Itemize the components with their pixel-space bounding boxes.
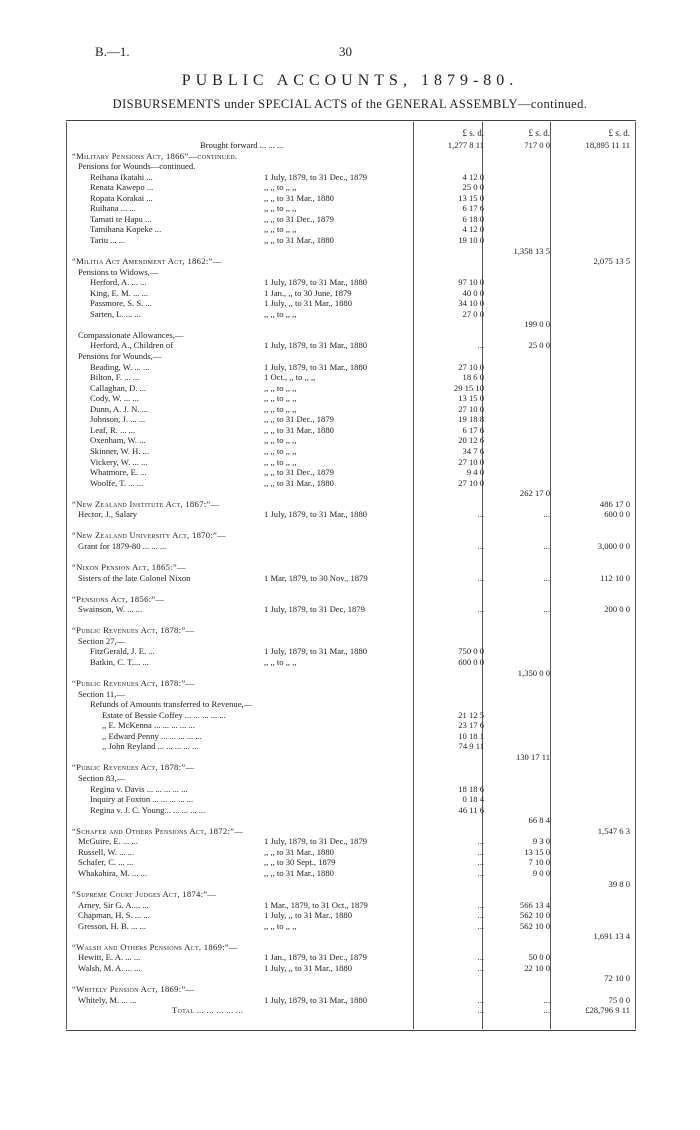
amount-a1: 21 12 5	[458, 709, 484, 720]
amount-a2: 25 0 0	[528, 340, 550, 351]
table-row	[72, 921, 634, 931]
amount-a3: £28,796 9 11	[585, 1005, 630, 1016]
row-label: Arney, Sir G. A.... ...	[78, 899, 149, 910]
row-label: Estate of Bessie Coffey ... ... ... ... ...	[102, 709, 226, 720]
row-period: 1 July, ,, to 31 Mar., 1880	[264, 962, 353, 973]
row-label: Regina v. J. C. Young... ... ... ... ...	[90, 804, 206, 815]
row-period: ,, ,, to ,, ,,	[264, 435, 297, 446]
row-period: 1 July, ,, to 31 Mar., 1880	[264, 910, 353, 921]
row-label: Tariu ... ...	[90, 234, 126, 245]
row-period: ,, ,, to ,, ,,	[264, 656, 297, 667]
row-period: 1 July, ,, to 31 Mar., 1880	[264, 298, 353, 309]
page-header-ref: B.—1.	[95, 44, 130, 59]
amount-a2: ...	[543, 540, 550, 551]
amount-a2: 9 0 0	[532, 867, 550, 878]
row-label: Dunn, A. J. N. ...	[90, 403, 149, 414]
table-row	[72, 478, 634, 488]
row-label: Hewitt, E. A. ... ...	[78, 952, 141, 963]
row-label: Beading, W. ... ...	[90, 361, 150, 372]
amount-a1: 13 15 0	[458, 192, 484, 203]
row-label: Section 27,—	[78, 635, 126, 646]
table-row	[72, 193, 634, 203]
table-row	[72, 879, 634, 889]
row-label: Sarten, L. ... ...	[90, 308, 141, 319]
row-label: ,, John Reyland ... ... ... ... ...	[102, 741, 199, 752]
table-row	[72, 952, 634, 962]
table-row	[72, 784, 634, 794]
row-label: Oxenham, W. ...	[90, 435, 146, 446]
amount-a3: 3,000 0 0	[597, 540, 630, 551]
amount-a1: 4 12 0	[462, 171, 484, 182]
table-row	[72, 805, 634, 815]
table-row	[72, 773, 634, 783]
amount-a1: 6 17 6	[462, 203, 484, 214]
row-label: Leaf, R. ... ...	[90, 424, 136, 435]
amount-a1: 27 0 0	[462, 308, 484, 319]
row-period: ,, ,, to ,, ,,	[264, 456, 297, 467]
row-period: ,, ,, to ,, ,,	[264, 393, 297, 404]
row-period: ,, ,, to ,, ,,	[264, 382, 297, 393]
table-row	[72, 752, 634, 762]
row-period: 1 July, 1879, to 31 Mar., 1880	[264, 994, 368, 1005]
amount-a3: 2,075 13 5	[593, 256, 630, 267]
amount-a2: 130 17 11	[515, 751, 550, 762]
amount-a3: 486 17 0	[599, 498, 630, 509]
row-label: “Pensions Act, 1856:”—	[72, 593, 165, 604]
row-period: ,, ,, to ,, ,,	[264, 403, 297, 414]
table-row	[72, 214, 634, 224]
amount-a1: 20 12 6	[458, 435, 484, 446]
row-period: 1 July, 1879, to 31 Dec., 1879	[264, 836, 368, 847]
table-row	[72, 889, 634, 899]
row-period: 1 July, 1879, to 31 Mar., 1880	[264, 277, 368, 288]
row-period: ,, ,, to 31 Dec., 1879	[264, 467, 334, 478]
row-label: Hector, J., Salary	[78, 509, 138, 520]
table-row	[72, 530, 634, 540]
amount-a3: 1,691 13 4	[593, 931, 630, 942]
amount-a1: 10 18 1	[458, 730, 484, 741]
table-row	[72, 256, 634, 266]
amount-a2: 562 10 0	[519, 920, 550, 931]
amount-a2: ...	[543, 1005, 550, 1016]
amount-a1: 27 10 0	[458, 477, 484, 488]
row-label: “Nixon Pension Act, 1865:”—	[72, 562, 186, 572]
row-label: Woolfe, T. ... ...	[90, 477, 144, 488]
row-label: “Walsh and Others Pensions Act, 1869:”—	[72, 941, 238, 952]
row-period: ,, ,, to 31 Mar., 1880	[264, 192, 334, 203]
table-row	[72, 351, 634, 361]
amount-a1: 27 10 0	[458, 403, 484, 414]
amount-a1: 1,277 8 11	[447, 140, 484, 150]
amount-a2: ...	[543, 509, 550, 520]
amount-a1: 18 18 6	[458, 783, 484, 794]
amount-a1: 34 7 6	[462, 445, 484, 456]
table-row	[72, 509, 634, 519]
amount-a2: ...	[543, 604, 550, 615]
amount-a1: ...	[477, 1005, 484, 1016]
row-period: 1 Jan., ,, to 30 June, 1879	[264, 287, 352, 298]
row-period: ,, ,, to ,, ,,	[264, 920, 297, 931]
table-row	[72, 710, 634, 720]
row-period: ,, ,, to ,, ,,	[264, 182, 297, 193]
table-row	[72, 562, 634, 572]
row-period: 1 Oct., ,, to ,, ,,	[264, 372, 316, 383]
table-row	[72, 678, 634, 688]
table-row	[72, 636, 634, 646]
row-label: Batkin, C. T.... ...	[90, 656, 149, 667]
row-label: Swainson, W. ... ...	[78, 604, 143, 615]
amount-a1: ...	[477, 540, 484, 551]
row-period: ,, ,, to 31 Dec., 1879	[264, 213, 334, 224]
amount-a1: ...	[477, 952, 484, 963]
amount-a1: 6 17 6	[462, 424, 484, 435]
row-period: 1 July, 1879, to 31 Mar., 1880	[264, 340, 368, 351]
column-header-row	[72, 128, 634, 138]
amount-a1: ...	[477, 899, 484, 910]
row-period: 1 Mar, 1879, to 30 Nov., 1879	[264, 572, 368, 583]
table-row	[72, 414, 634, 424]
row-label: Cody, W. ... ...	[90, 393, 139, 404]
row-label: Herford, A., Children of	[90, 340, 174, 351]
row-label: Total ... ... ... ... ...	[172, 1005, 244, 1016]
amount-a1: 6 18 0	[462, 213, 484, 224]
table-row	[72, 731, 634, 741]
table-row	[72, 182, 634, 192]
table-row	[72, 520, 634, 530]
row-label: Schafer, C. ... ...	[78, 857, 134, 868]
table-row	[72, 762, 634, 772]
table-row	[72, 836, 634, 846]
amount-a2: 1,358 13 5	[513, 245, 550, 256]
row-period: 1 Mar., 1879, to 31 Oct., 1879	[264, 899, 368, 910]
column-header-1: £ s. d.	[462, 128, 484, 138]
column-header-3: £ s. d.	[608, 128, 630, 138]
table-row	[72, 362, 634, 372]
row-label: “Militia Act Amendment Act, 1862:”—	[72, 256, 222, 267]
row-period: ,, ,, to 31 Mar., 1880	[264, 477, 334, 488]
row-label: Section 11,—	[78, 688, 125, 699]
row-label: Whakahira, M. ... ...	[78, 867, 147, 878]
table-row	[72, 246, 634, 256]
amount-a1: 13 15 0	[458, 393, 484, 404]
row-period: ,, ,, to 31 Mar., 1880	[264, 846, 334, 857]
table-row	[72, 910, 634, 920]
row-label: Pensions for Wounds,—	[78, 351, 162, 361]
table-row	[72, 963, 634, 973]
amount-a2: 1,350 0 0	[517, 667, 550, 678]
row-label: McGuire, E. ... ...	[78, 836, 138, 847]
amount-a1: 27 10 0	[458, 456, 484, 467]
table-row	[72, 446, 634, 456]
amount-a1: 27 10 0	[458, 361, 484, 372]
table-row	[72, 973, 634, 983]
row-label: “Military Pensions Act, 1866”—continued.	[72, 150, 238, 161]
table-row	[72, 383, 634, 393]
amount-a1: 600 0 0	[458, 656, 484, 667]
amount-a3: 600 0 0	[604, 509, 630, 520]
row-label: Renata Kawepo ...	[90, 182, 154, 193]
table-row	[72, 172, 634, 182]
amount-a1: ...	[477, 910, 484, 921]
row-label: Skinner, W. H. ...	[90, 445, 150, 456]
amount-a1: ...	[477, 920, 484, 931]
table-row	[72, 583, 634, 593]
table-row	[72, 425, 634, 435]
row-period: ,, ,, to ,, ,,	[264, 308, 297, 319]
amount-a1: 29 15 10	[453, 382, 484, 393]
row-label: Sisters of the late Colonel Nixon	[78, 572, 191, 583]
amount-a1: ...	[477, 962, 484, 973]
table-row	[72, 931, 634, 941]
page-number: 30	[339, 44, 352, 59]
table-row	[72, 1005, 634, 1015]
amount-a2: 9 3 0	[532, 836, 550, 847]
table-row	[72, 668, 634, 678]
disbursement-table	[72, 128, 634, 1028]
row-label: “New Zealand Institute Act, 1867:”—	[72, 498, 220, 509]
amount-a1: 34 10 0	[458, 298, 484, 309]
row-label: Brought forward ... ... ...	[200, 140, 284, 150]
table-right-border	[635, 122, 636, 1029]
row-period: 1 July, 1879, to 31 Mar., 1880	[264, 509, 368, 520]
row-label: Refunds of Amounts transferred to Revenue,—	[90, 699, 253, 710]
row-period: ,, ,, to 31 Mar., 1880	[264, 867, 334, 878]
table-bottom-rule	[66, 1030, 636, 1031]
row-label: ,, Edward Penny ... ... ... ... ...	[102, 730, 202, 741]
column-header-2: £ s. d.	[528, 128, 550, 138]
table-row	[72, 646, 634, 656]
row-label: Grant for 1879-80 ... ... ...	[78, 540, 167, 551]
table-row	[72, 267, 634, 277]
amount-a1: ...	[477, 846, 484, 857]
amount-a3: 200 0 0	[604, 604, 630, 615]
amount-a2: 22 10 0	[524, 962, 550, 973]
amount-a1: 9 4 0	[466, 467, 484, 478]
row-period: 1 July, 1879, to 31 Mar., 1880	[264, 361, 368, 372]
amount-a3: 112 10 0	[600, 572, 630, 583]
table-row	[72, 488, 634, 498]
amount-a1: 0 18 4	[462, 794, 484, 805]
row-label: Reihana Ikatahi ...	[90, 171, 153, 182]
amount-a1: 4 12 0	[462, 224, 484, 235]
table-row	[72, 942, 634, 952]
row-label: ,, E. McKenna ... ... ... ... ...	[102, 720, 195, 731]
table-row	[72, 457, 634, 467]
row-label: Compassionate Allowances,—	[78, 329, 184, 340]
amount-a3: 18,895 11 11	[585, 140, 630, 150]
table-row	[72, 288, 634, 298]
document-title: PUBLIC ACCOUNTS, 1879-80.	[181, 72, 519, 89]
row-period: ,, ,, to 31 Mar., 1880	[264, 424, 334, 435]
table-row	[72, 594, 634, 604]
row-period: ,, ,, to 31 Mar., 1880	[264, 234, 334, 245]
amount-a2: ...	[543, 572, 550, 583]
document-subtitle: DISBURSEMENTS under SPECIAL ACTS of the GENERAL ASSEMBLY—continued.	[112, 97, 588, 111]
row-label: King, E. M. ... ...	[90, 287, 149, 298]
row-label: Callaghan, D. ...	[90, 382, 147, 393]
table-row	[72, 900, 634, 910]
amount-a1: 19 10 0	[458, 234, 484, 245]
table-row	[72, 995, 634, 1005]
row-label: Walsh, M. A. ... ...	[78, 962, 141, 973]
table-row	[72, 826, 634, 836]
row-label: Russell, W. ... ...	[78, 846, 135, 857]
row-label: FitzGerald, J. E. ...	[90, 646, 155, 657]
row-label: Whitely, M. ... ...	[78, 994, 137, 1005]
table-row	[72, 435, 634, 445]
row-label: “Whitely Pension Act, 1869:”—	[72, 984, 195, 994]
table-row	[72, 699, 634, 709]
table-row	[72, 140, 634, 150]
amount-a1: 97 10 0	[458, 277, 484, 288]
row-label: Ropata Korakai ...	[90, 192, 153, 203]
amount-a1: ...	[477, 509, 484, 520]
row-label: Regina v. Davis ... ... ... ... ...	[90, 783, 188, 794]
row-label: Passmore, S. S. ...	[90, 298, 152, 309]
table-row	[72, 868, 634, 878]
amount-a3: 1,547 6 3	[597, 825, 630, 836]
table-row	[72, 277, 634, 287]
amount-a2: 566 13 4	[519, 899, 550, 910]
table-row	[72, 541, 634, 551]
amount-a1: 25 0 0	[462, 182, 484, 193]
amount-a2: ...	[543, 994, 550, 1005]
table-row	[72, 815, 634, 825]
amount-a3: 39 8 0	[608, 878, 630, 889]
table-row	[72, 372, 634, 382]
table-row	[72, 573, 634, 583]
row-label: Tamihana Kopeke ...	[90, 224, 162, 235]
row-label: Whatmore, E. ...	[90, 467, 147, 478]
row-label: Chapman, H. S. ... ...	[78, 910, 150, 921]
table-row	[72, 625, 634, 635]
table-row	[72, 794, 634, 804]
amount-a2: 50 0 0	[528, 952, 550, 963]
table-row	[72, 330, 634, 340]
amount-a1: ...	[477, 340, 484, 351]
table-row	[72, 467, 634, 477]
row-label: “New Zealand University Act, 1870:”—	[72, 530, 227, 541]
amount-a3: 72 10 0	[604, 973, 630, 984]
row-label: Pensions for Wounds—continued.	[78, 161, 196, 172]
amount-a3: 75 0 0	[608, 994, 630, 1005]
row-label: Gresson, H. B. ... ...	[78, 920, 147, 931]
row-label: Pensions to Widows,—	[78, 266, 159, 277]
amount-a1: ...	[477, 572, 484, 583]
row-label: “Public Revenues Act, 1878:”—	[72, 678, 195, 689]
amount-a2: 13 15 0	[524, 846, 550, 857]
table-row	[72, 393, 634, 403]
table-row	[72, 319, 634, 329]
table-row	[72, 551, 634, 561]
row-label: Inquiry at Foxton ... ... ... ... ...	[90, 794, 194, 805]
amount-a1: 19 18 8	[458, 414, 484, 425]
table-row	[72, 340, 634, 350]
row-period: ,, ,, to ,, ,,	[264, 445, 297, 456]
row-period: ,, ,, to ,, ,,	[264, 203, 297, 214]
table-row	[72, 657, 634, 667]
table-row	[72, 404, 634, 414]
amount-a2: 562 10 0	[519, 910, 550, 921]
amount-a1: ...	[477, 857, 484, 868]
table-row	[72, 741, 634, 751]
row-period: 1 Jan., 1879, to 31 Dec., 1879	[264, 952, 367, 963]
amount-a2: 262 17 0	[519, 488, 550, 499]
amount-a1: ...	[477, 994, 484, 1005]
table-row	[72, 847, 634, 857]
table-row	[72, 615, 634, 625]
amount-a1: 46 11 6	[458, 804, 484, 815]
amount-a1: 74 9 11	[458, 741, 484, 752]
row-label: “Schafer and Others Pensions Act, 1872:”—	[72, 825, 244, 836]
table-row	[72, 857, 634, 867]
table-row	[72, 604, 634, 614]
row-label: Tamati te Hapu ...	[90, 213, 152, 224]
amount-a2: 66 8 4	[528, 815, 550, 826]
table-row	[72, 161, 634, 171]
amount-a1: 23 17 6	[458, 720, 484, 731]
row-label: Ruihana ... ...	[90, 203, 136, 214]
table-row	[72, 309, 634, 319]
amount-a2: 199 0 0	[524, 319, 550, 330]
amount-a1: 18 6 0	[462, 372, 484, 383]
table-row	[72, 224, 634, 234]
table-row	[72, 720, 634, 730]
table-row	[72, 689, 634, 699]
amount-a1: 40 0 0	[462, 287, 484, 298]
row-period: 1 July, 1879, to 31 Mar., 1880	[264, 646, 368, 657]
row-label: Bilton, F. ... ...	[90, 372, 140, 383]
row-label: Johnson, J. ... ...	[90, 414, 146, 425]
table-row	[72, 298, 634, 308]
row-label: Section 83,—	[78, 773, 126, 783]
row-period: 1 July, 1879, to 31 Dec., 1879	[264, 171, 368, 182]
row-period: ,, ,, to 30 Sept., 1879	[264, 857, 336, 868]
amount-a1: ...	[477, 604, 484, 615]
table-row	[72, 984, 634, 994]
table-row	[72, 235, 634, 245]
amount-a1: ...	[477, 836, 484, 847]
table-row	[72, 151, 634, 161]
row-label: Vickery, W. ... ...	[90, 456, 148, 467]
table-left-border	[66, 122, 67, 1029]
row-label: Herford, A. ... ...	[90, 277, 147, 288]
row-period: ,, ,, to 31 Dec., 1879	[264, 414, 334, 425]
amount-a2: 7 10 0	[528, 857, 550, 868]
table-top-rule	[66, 120, 636, 121]
table-row	[72, 499, 634, 509]
amount-a1: 750 0 0	[458, 646, 484, 657]
row-label: “Supreme Court Judges Act, 1874:”—	[72, 889, 217, 900]
row-label: “Public Revenues Act, 1878:”—	[72, 625, 195, 636]
amount-a1: ...	[477, 867, 484, 878]
table-row	[72, 203, 634, 213]
row-label: “Public Revenues Act, 1878:”—	[72, 762, 195, 773]
row-period: ,, ,, to ,, ,,	[264, 224, 297, 235]
row-period: 1 July, 1879, to 31 Dec, 1879	[264, 604, 365, 615]
amount-a2: 717 0 0	[524, 140, 550, 150]
